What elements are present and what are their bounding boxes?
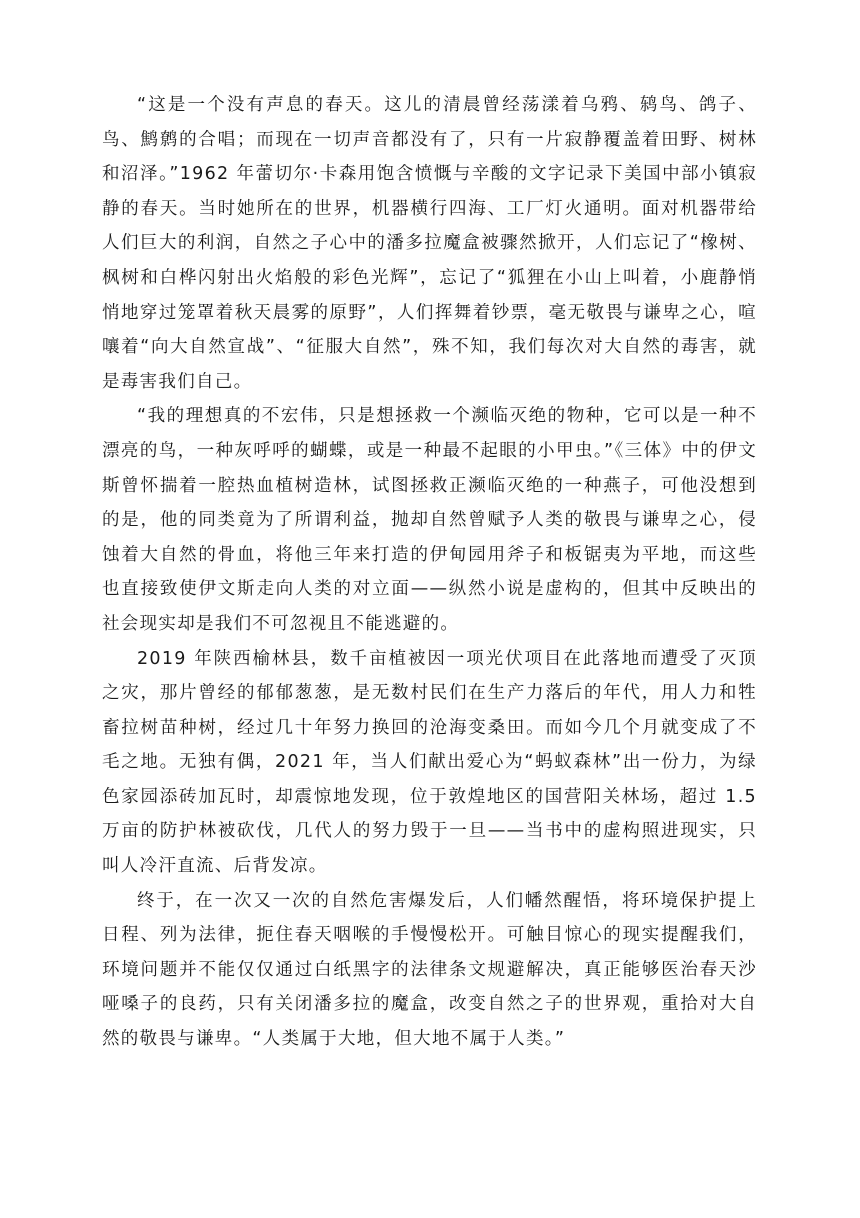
- document-body: [102, 88, 757, 1057]
- paragraph-silent-spring: “这是一个没有声息的春天。这儿的清晨曾经荡漾着乌鸦、鸫鸟、鸽子、鸟、鹪鹩的合唱；而现在一切声音都没有了，只有一片寂静覆盖着田野、树林和沼泽。”1962 年蕾切尔·卡森用饱含愤慨与辛酸的文字记录下美国中部小镇寂静的春天。当时她所在的世界，机器横行四海、工厂灯火通明。面对机器带给人们巨大的利润，自然之子心中的潘多拉魔盒被骤然掀开，人们忘记了“橡树、枫树和白桦闪射出火焰般的彩色光辉”，忘记了“狐狸在小山上叫着，小鹿静悄悄地穿过笼罩着秋天晨雾的原野”，人们挥舞着钞票，毫无敬畏与谦卑之心，喧嚷着“向大自然宣战”、“征服大自然”，殊不知，我们每次对大自然的毒害，就是毒害我们自己。: [102, 95, 757, 392]
- paragraph-three-body: “我的理想真的不宏伟，只是想拯救一个濒临灭绝的物种，它可以是一种不漂亮的鸟，一种灰呼呼的蝴蝶，或是一种最不起眼的小甲虫。”《三体》中的伊文斯曾怀揣着一腔热血植树造林，试图拯救正濒临灭绝的一种燕子，可他没想到的是，他的同类竟为了所谓利益，抛却自然曾赋予人类的敬畏与谦卑之心，侵蚀着大自然的骨血，将他三年来打造的伊甸园用斧子和板锯夷为平地，而这些也直接致使伊文斯走向人类的对立面——纵然小说是虚构的，但其中反映出的社会现实却是我们不可忽视且不能逃避的。: [102, 406, 757, 634]
- paragraph-real-cases: 2019 年陕西榆林县，数千亩植被因一项光伏项目在此落地而遭受了灭顶之灾，那片曾经的郁郁葱葱，是无数村民们在生产力落后的年代，用人力和牲畜拉树苗种树，经过几十年努力换回的沧海变桑田。而如今几个月就变成了不毛之地。无独有偶，2021 年，当人们献出爱心为“蚂蚁森林”出一份力，为绿色家园添砖加瓦时，却震惊地发现，位于敦煌地区的国营阳关林场，超过 1.5 万亩的防护林被砍伐，几代人的努力毁于一旦——当书中的虚构照进现实，只叫人冷汗直流、后背发凉。: [102, 648, 757, 877]
- paragraph-conclusion: 终于，在一次又一次的自然危害爆发后，人们幡然醒悟，将环境保护提上日程、列为法律，扼住春天咽喉的手慢慢松开。可触目惊心的现实提醒我们，环境问题并不能仅仅通过白纸黑字的法律条文规避解决，真正能够医治春天沙哑嗓子的良药，只有关闭潘多拉的魔盒，改变自然之子的世界观，重拾对大自然的敬畏与谦卑。“人类属于大地，但大地不属于人类。”: [102, 890, 757, 1050]
